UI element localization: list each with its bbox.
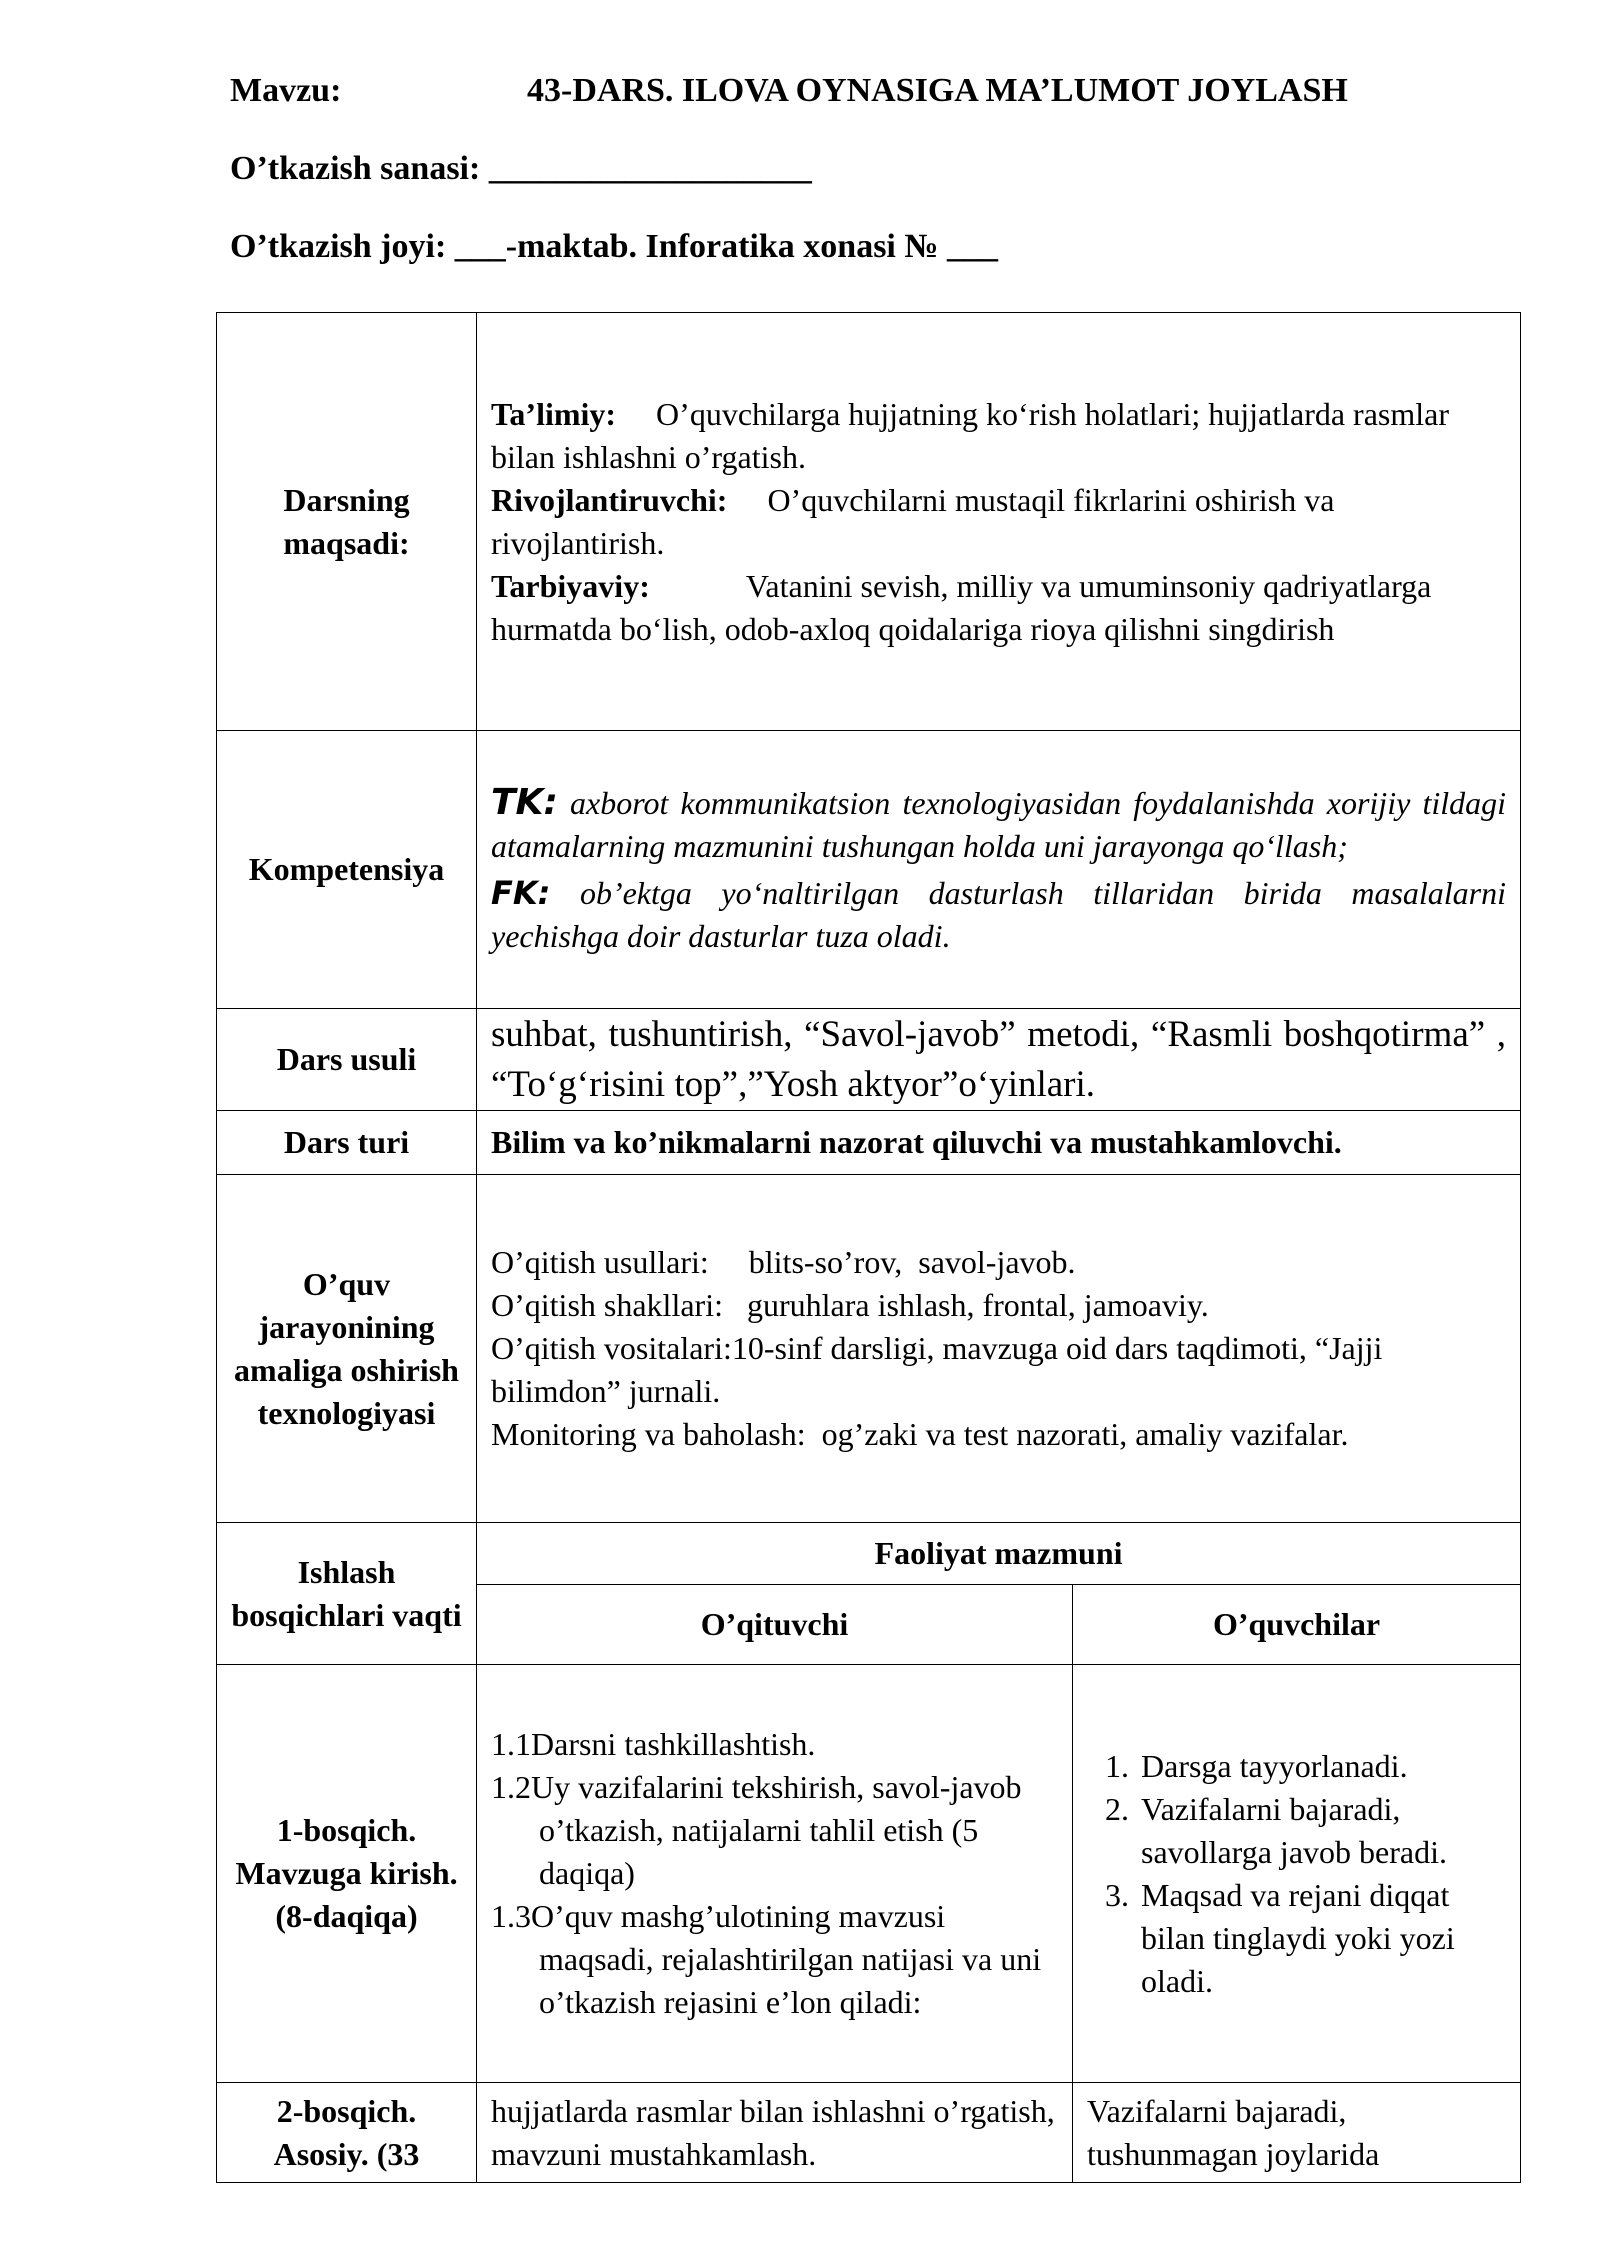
students-list <box>1087 1745 1506 2003</box>
mavzu-label: Mavzu: <box>230 72 342 109</box>
list-item: 2. Vazifalarni bajaradi, savollarga javob beradi. <box>1137 1788 1506 1874</box>
row-usuli <box>217 1009 1521 1111</box>
row-faoliyat-header <box>217 1523 1521 1585</box>
row-bosqich1 <box>217 1665 1521 2083</box>
qitish-vositalari: O’qitish vositalari:10-sinf darsligi, mavzuga oid dars taqdimoti, “Jajji bilimdon” jurnali. <box>491 1330 1383 1409</box>
row-maqsad <box>217 313 1521 731</box>
list-item: 1.2Uy vazifalarini tekshirish, savol-javob o’tkazish, natijalarni tahlil etish (5 daqiqa) <box>491 1769 1022 1891</box>
oqituvchi-header: O’qituvchi <box>477 1585 1073 1665</box>
list-item: 3. Maqsad va rejani diqqat bilan tinglaydi yoki yozi oladi. <box>1137 1874 1506 2003</box>
bosqich-header-label: Ishlash bosqichlari vaqti <box>217 1523 477 1665</box>
row-texnologiya <box>217 1175 1521 1523</box>
list-item: 1.1Darsni tashkillashtish. <box>491 1726 816 1762</box>
row-kompetensiya <box>217 731 1521 1009</box>
place-line: O’tkazish joyi: ___-maktab. Inforatika xonasi № ___ <box>230 228 999 265</box>
qitish-usullari: O’qitish usullari: blits-so’rov, savol-javob. <box>491 1244 1076 1280</box>
turi-label: Dars turi <box>217 1111 477 1175</box>
bosqich1-students <box>1073 1665 1521 2083</box>
faoliyat-mazmuni-header: Faoliyat mazmuni <box>477 1523 1521 1585</box>
bosqich1-label: 1-bosqich. Mavzuga kirish. (8-daqiqa) <box>217 1665 477 2083</box>
texnologiya-content <box>477 1175 1521 1523</box>
qitish-shakllari: O’qitish shakllari: guruhlara ishlash, frontal, jamoaviy. <box>491 1287 1209 1323</box>
oquvchilar-header: O’quvchilar <box>1073 1585 1521 1665</box>
usuli-label: Dars usuli <box>217 1009 477 1111</box>
row-turi <box>217 1111 1521 1175</box>
talimiy: Ta’limiy: O’quvchilarga hujjatning ko‘rish holatlari; hujjatlarda rasmlar bilan ishlashni o’rgatish. <box>491 395 1449 475</box>
tarbiyaviy: Tarbiyaviy: Vatanini sevish, milliy va umuminsoniy qadriyatlarga hurmatda bo‘lish, odob-axloq qoidalariga rioya qilishni singdirish <box>491 567 1432 647</box>
texnologiya-label: O’quv jarayonining amaliga oshirish texnologiyasi <box>217 1175 477 1523</box>
list-item: 1. Darsga tayyorlanadi. <box>1137 1745 1506 1788</box>
turi-content: Bilim va ko’nikmalarni nazorat qiluvchi va mustahkamlovchi. <box>477 1111 1521 1175</box>
bosqich2-label: 2-bosqich. Asosiy. (33 <box>217 2083 477 2183</box>
rivojlantiruvchi: Rivojlantiruvchi: O’quvchilarni mustaqil fikrlarini oshirish va rivojlantirish. <box>491 481 1335 561</box>
fk-competence: FK: ob’ektga yo‘naltirilgan dasturlash tillaridan birida masalalarni yechishga doir dasturlar tuza oladi. <box>491 874 1507 954</box>
lesson-title: 43-DARS. ILOVA OYNASIGA MA’LUMOT JOYLASH <box>527 72 1348 109</box>
mavzu-line <box>230 72 1348 110</box>
bosqich2-teacher: hujjatlarda rasmlar bilan ishlashni o’rgatish, mavzuni mustahkamlash. <box>477 2083 1073 2183</box>
list-item: 1.3O’quv mashg’ulotining mavzusi maqsadi, rejalashtirilgan natijasi va uni o’tkazish rejasini e’lon qiladi: <box>491 1898 1042 2020</box>
kompetensiya-content <box>477 731 1521 1009</box>
maqsad-content <box>477 313 1521 731</box>
lesson-plan-table <box>216 312 1521 2183</box>
date-line: O’tkazish sanasi: ___________________ <box>230 150 812 187</box>
usuli-content: suhbat, tushuntirish, “Savol-javob” metodi, “Rasmli boshqotirma” , “To‘g‘risini top”,”Yosh aktyor”o‘yinlari. <box>477 1009 1521 1111</box>
maqsad-label: Darsning maqsadi: <box>217 313 477 731</box>
row-bosqich2 <box>217 2083 1521 2183</box>
bosqich2-students: Vazifalarni bajaradi, tushunmagan joylarida <box>1073 2083 1521 2183</box>
bosqich1-teacher <box>477 1665 1073 2083</box>
tk-competence: TK: axborot kommunikatsion texnologiyasidan foydalanishda xorijiy tildagi atamalarning mazmunini tushungan holda uni jarayonga qo‘llash; <box>491 782 1507 864</box>
monitoring: Monitoring va baholash: og’zaki va test nazorati, amaliy vazifalar. <box>491 1416 1349 1452</box>
kompetensiya-label: Kompetensiya <box>217 731 477 1009</box>
